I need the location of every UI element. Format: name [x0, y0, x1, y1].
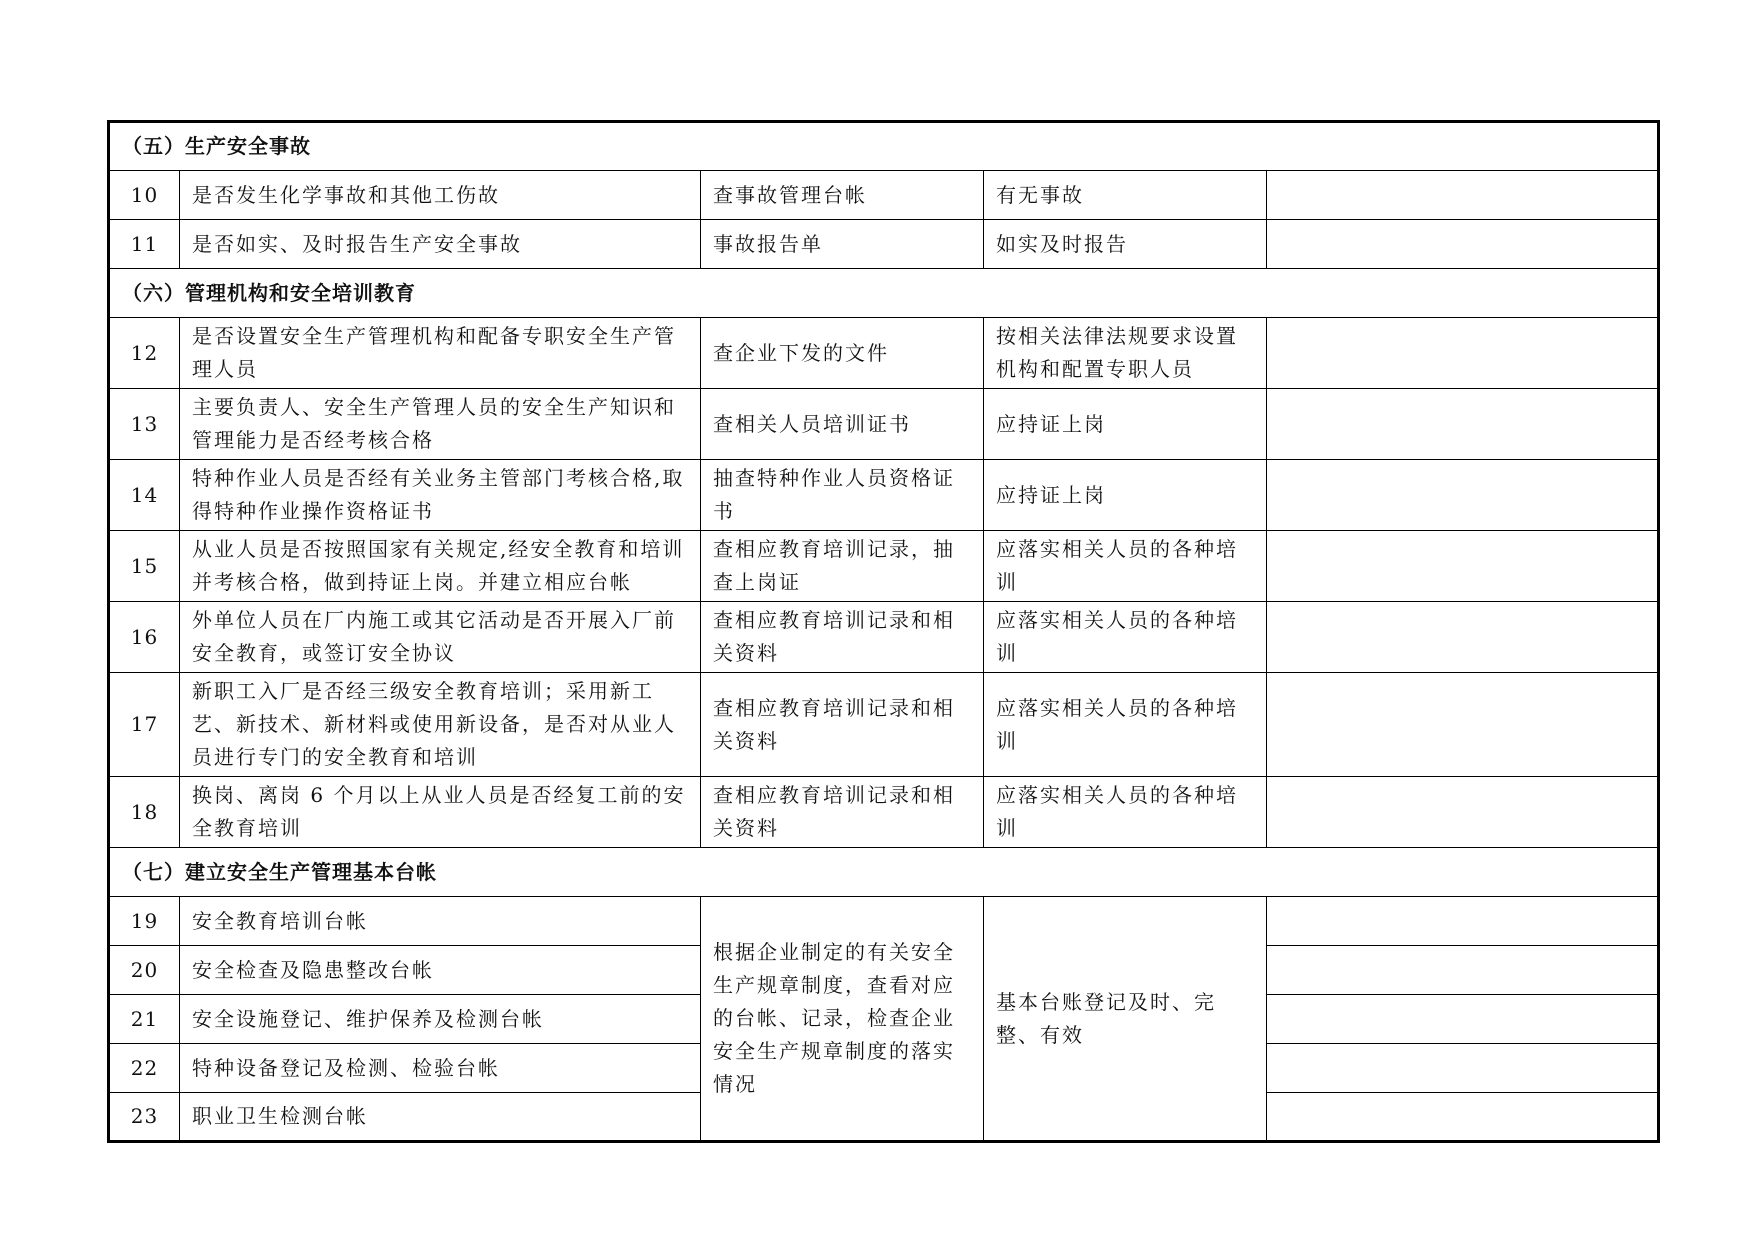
- row-number: 14: [109, 460, 180, 531]
- check-standard-shared: 基本台账登记及时、完整、有效: [984, 897, 1267, 1142]
- check-item: 安全设施登记、维护保养及检测台帐: [180, 995, 701, 1044]
- check-method: 查相应教育培训记录和相关资料: [701, 602, 984, 673]
- table-body: [109, 122, 1659, 1142]
- section-header-row: [109, 269, 1659, 318]
- check-standard: 应落实相关人员的各种培训: [984, 673, 1267, 777]
- check-result: [1267, 897, 1659, 946]
- inspection-table: [107, 120, 1660, 1143]
- check-item: 外单位人员在厂内施工或其它活动是否开展入厂前 安全教育，或签订安全协议: [180, 602, 701, 673]
- check-item: 特种设备登记及检测、检验台帐: [180, 1044, 701, 1093]
- check-result: [1267, 602, 1659, 673]
- check-result: [1267, 171, 1659, 220]
- row-number: 20: [109, 946, 180, 995]
- check-standard: 按相关法律法规要求设置机构和配置专职人员: [984, 318, 1267, 389]
- table-row: [109, 897, 1659, 946]
- section-title: （五）生产安全事故: [109, 122, 1659, 171]
- check-standard: 如实及时报告: [984, 220, 1267, 269]
- row-number: 13: [109, 389, 180, 460]
- check-result: [1267, 389, 1659, 460]
- check-standard: 应落实相关人员的各种培训: [984, 531, 1267, 602]
- row-number: 21: [109, 995, 180, 1044]
- table-row: [109, 531, 1659, 602]
- check-method: 查相应教育培训记录和相关资料: [701, 777, 984, 848]
- check-standard: 应持证上岗: [984, 460, 1267, 531]
- check-item: 是否如实、及时报告生产安全事故: [180, 220, 701, 269]
- check-item: 特种作业人员是否经有关业务主管部门考核合格,取得特种作业操作资格证书: [180, 460, 701, 531]
- row-number: 22: [109, 1044, 180, 1093]
- check-standard: 应持证上岗: [984, 389, 1267, 460]
- check-method: 抽查特种作业人员资格证书: [701, 460, 984, 531]
- section-header-row: [109, 848, 1659, 897]
- check-result: [1267, 777, 1659, 848]
- row-number: 12: [109, 318, 180, 389]
- check-result: [1267, 460, 1659, 531]
- check-result: [1267, 995, 1659, 1044]
- check-method: 事故报告单: [701, 220, 984, 269]
- check-method: 查事故管理台帐: [701, 171, 984, 220]
- check-result: [1267, 673, 1659, 777]
- row-number: 11: [109, 220, 180, 269]
- row-number: 16: [109, 602, 180, 673]
- check-result: [1267, 946, 1659, 995]
- table-row: [109, 220, 1659, 269]
- check-item: 主要负责人、安全生产管理人员的安全生产知识和管理能力是否经考核合格: [180, 389, 701, 460]
- row-number: 17: [109, 673, 180, 777]
- check-item: 安全教育培训台帐: [180, 897, 701, 946]
- check-item: 职业卫生检测台帐: [180, 1093, 701, 1142]
- check-standard: 应落实相关人员的各种培训: [984, 777, 1267, 848]
- row-number: 15: [109, 531, 180, 602]
- section-title: （七）建立安全生产管理基本台帐: [109, 848, 1659, 897]
- row-number: 23: [109, 1093, 180, 1142]
- table-row: [109, 389, 1659, 460]
- check-method: 查企业下发的文件: [701, 318, 984, 389]
- table-row: [109, 460, 1659, 531]
- check-method: 查相应教育培训记录，抽查上岗证: [701, 531, 984, 602]
- check-item: 是否设置安全生产管理机构和配备专职安全生产管理人员: [180, 318, 701, 389]
- check-result: [1267, 1044, 1659, 1093]
- table-row: [109, 673, 1659, 777]
- section-header-row: [109, 122, 1659, 171]
- check-method: 查相应教育培训记录和相关资料: [701, 673, 984, 777]
- table-row: [109, 602, 1659, 673]
- check-item: 新职工入厂是否经三级安全教育培训；采用新工艺、新技术、新材料或使用新设备，是否对从业人员进行专门的安全教育和培训: [180, 673, 701, 777]
- check-result: [1267, 318, 1659, 389]
- table-row: [109, 318, 1659, 389]
- section-title: （六）管理机构和安全培训教育: [109, 269, 1659, 318]
- check-standard: 应落实相关人员的各种培训: [984, 602, 1267, 673]
- table-row: [109, 171, 1659, 220]
- check-standard: 有无事故: [984, 171, 1267, 220]
- row-number: 18: [109, 777, 180, 848]
- check-method: 查相关人员培训证书: [701, 389, 984, 460]
- row-number: 19: [109, 897, 180, 946]
- table-row: [109, 777, 1659, 848]
- check-result: [1267, 531, 1659, 602]
- check-result: [1267, 220, 1659, 269]
- check-item: 换岗、离岗 6 个月以上从业人员是否经复工前的安全教育培训: [180, 777, 701, 848]
- row-number: 10: [109, 171, 180, 220]
- check-method-shared: 根据企业制定的有关安全生产规章制度，查看对应的台帐、记录，检查企业安全生产规章制度的落实情况: [701, 897, 984, 1142]
- check-item: 是否发生化学事故和其他工伤故: [180, 171, 701, 220]
- check-item: 从业人员是否按照国家有关规定,经安全教育和培训并考核合格，做到持证上岗。并建立相应台帐: [180, 531, 701, 602]
- check-result: [1267, 1093, 1659, 1142]
- check-item: 安全检查及隐患整改台帐: [180, 946, 701, 995]
